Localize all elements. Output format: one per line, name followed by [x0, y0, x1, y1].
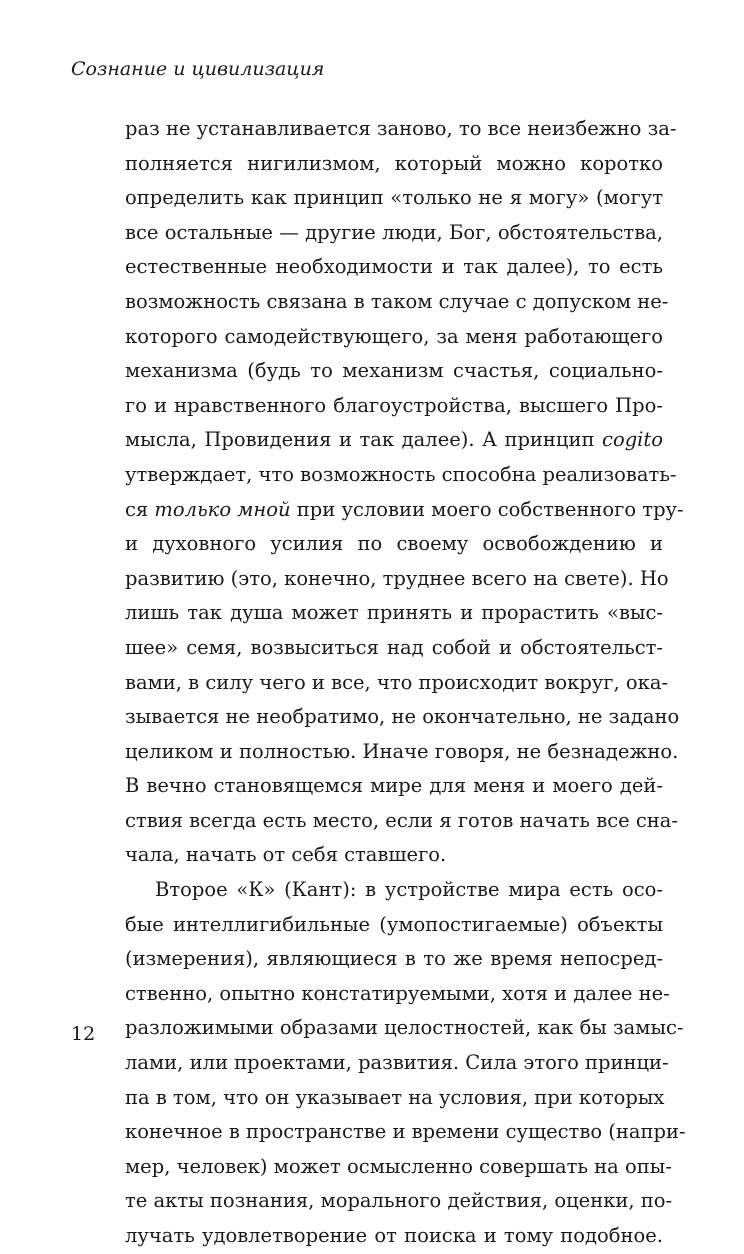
text-line: все остальные — другие люди, Бог, обстоятельства, — [125, 220, 663, 244]
italic-term-cogito: cogito — [602, 428, 663, 452]
text-line: определить как принцип «только не я могу» (могут — [125, 186, 663, 210]
text-line: ствия всегда есть место, если я готов начать все сна- — [125, 808, 679, 832]
text-line: механизма (будь то механизм счастья, социально- — [125, 359, 663, 383]
text-line: возможность связана в таком случае с допуском не- — [125, 289, 669, 313]
text-line: раз не устанавливается заново, то все неизбежно за- — [125, 117, 677, 140]
text-line: чала, начать от себя ставшего. — [125, 843, 447, 867]
text-line: лучать удовлетворение от поиска и тому подобное. — [125, 1224, 663, 1247]
text-line — [125, 423, 663, 458]
text-line: развитию (это, конечно, труднее всего на свете). Но — [125, 566, 669, 590]
text-line: которого самодействующего, за меня работающего — [125, 324, 663, 348]
text-line: бые интеллигибильные (умопостигаемые) объекты — [125, 912, 663, 936]
text-line: па в том, что он указывает на условия, при которых — [125, 1085, 665, 1109]
text-line: (измерения), являющиеся в то же время непосред- — [125, 947, 663, 971]
page-number: 12 — [71, 1023, 96, 1045]
text-run: мысла, Провидения и так далее). А принцип — [125, 428, 603, 452]
italic-term-only-me: только мной — [154, 497, 291, 521]
text-line: зывается не необратимо, не окончательно, не задано — [125, 705, 680, 729]
text-line: те акты познания, морального действия, оценки, по- — [125, 1189, 673, 1213]
text-line: ственно, опытно констатируемыми, хотя и далее не- — [125, 981, 670, 1005]
text-line: шее» семя, возвыситься над собой и обстоятельст- — [125, 635, 663, 659]
text-line: лишь так душа может принять и прорастить «выс- — [125, 601, 663, 625]
text-line: полняется нигилизмом, который можно коротко — [125, 151, 663, 175]
text-line: естественные необходимости и так далее), то есть — [125, 255, 663, 279]
text-line: мер, человек) может осмысленно совершать на опы- — [125, 1154, 672, 1178]
text-line: В вечно становящемся мире для меня и моего дей- — [125, 774, 663, 798]
text-line: Второе «К» (Кант): в устройстве мира есть осо- — [155, 878, 663, 902]
text-line: вами, в силу чего и все, что происходит вокруг, ока- — [125, 670, 669, 694]
text-line: лами, или проектами, развития. Сила этого принци- — [125, 1051, 669, 1075]
body-text — [125, 112, 686, 1254]
running-header: Сознание и цивилизация — [71, 58, 325, 80]
text-run: при условии моего собственного тру- — [290, 497, 684, 521]
text-run: ся — [125, 497, 155, 521]
text-line: разложимыми образами целостностей, как бы замыс- — [125, 1016, 684, 1040]
text-line: конечное в пространстве и времени существо (напри- — [125, 1120, 686, 1144]
text-line: и духовного усилия по своему освобождению и — [125, 532, 663, 556]
text-line: го и нравственного благоустройства, высшего Про- — [125, 393, 663, 417]
text-line: утверждает, что возможность способна реализовать- — [125, 462, 677, 486]
text-line: целиком и полностью. Иначе говоря, не безнадежно. — [125, 739, 679, 763]
text-line — [125, 493, 684, 528]
